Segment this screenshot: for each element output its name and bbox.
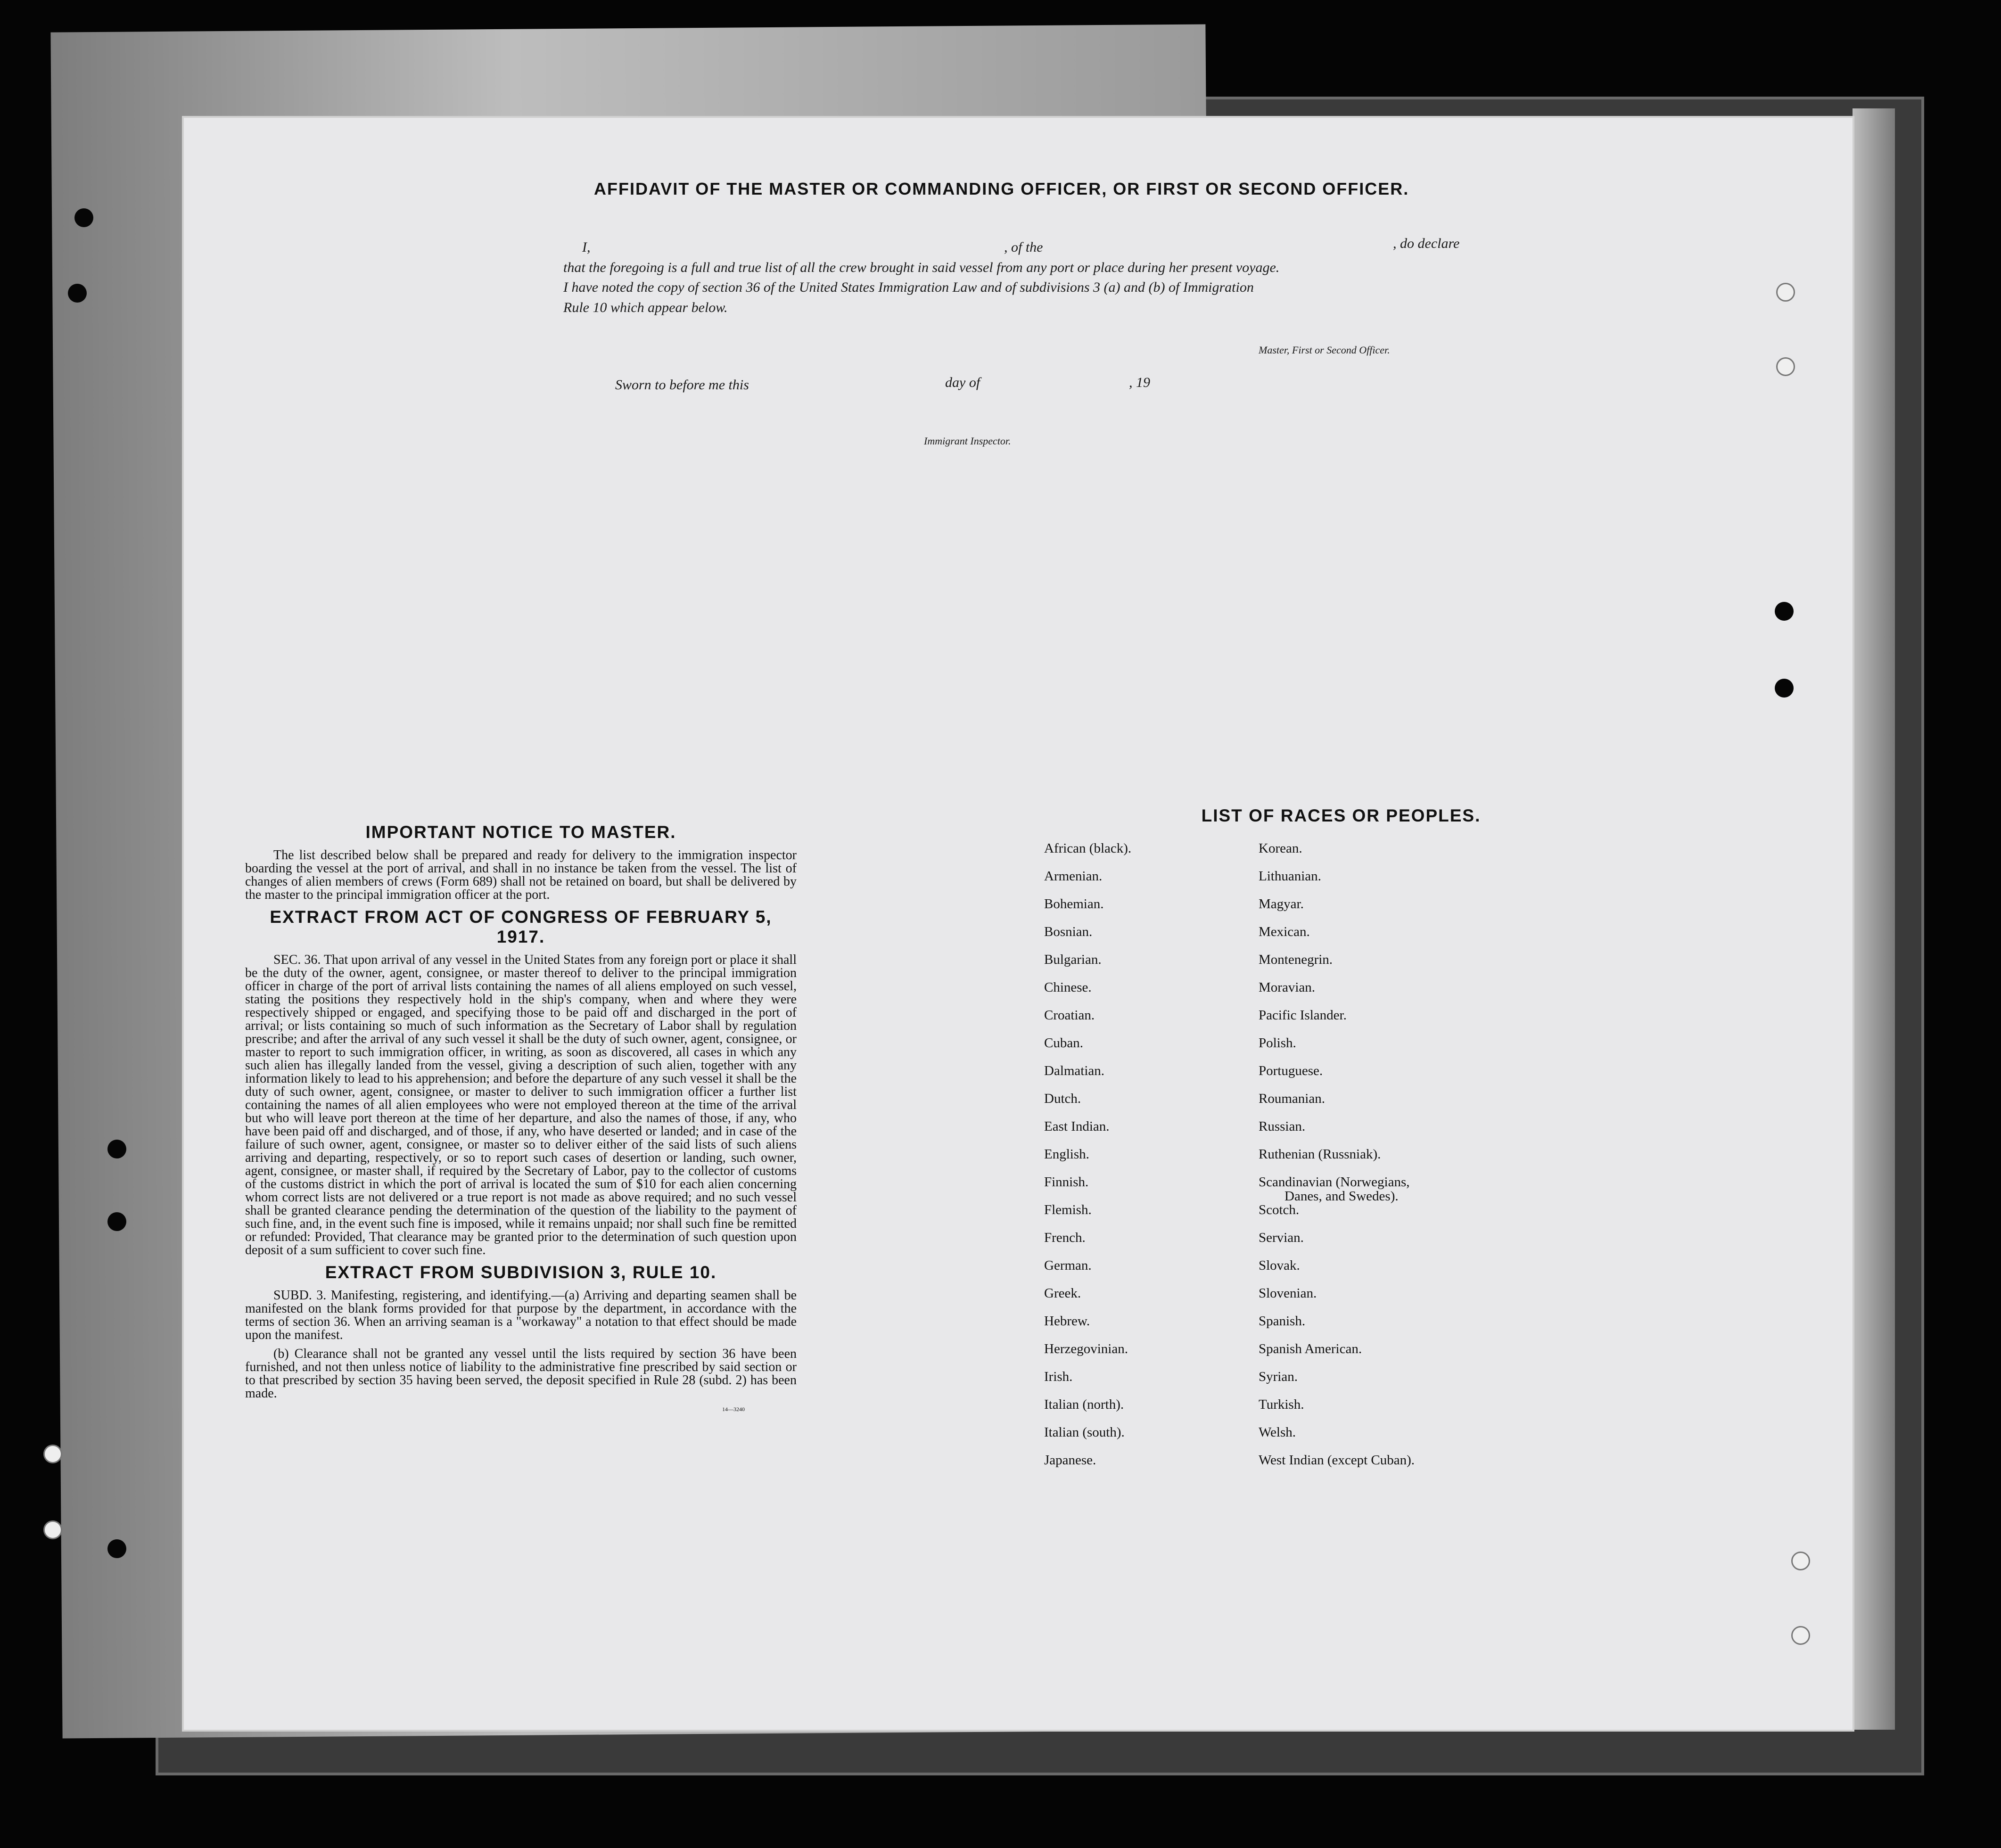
race-item: Chinese. — [1044, 980, 1092, 995]
race-item: Korean. — [1259, 841, 1302, 856]
affidavit-line-4: Rule 10 which appear below. — [563, 300, 728, 315]
punch-hole — [107, 1539, 126, 1558]
race-item: Dutch. — [1044, 1091, 1081, 1106]
race-item: Magyar. — [1259, 896, 1304, 912]
affidavit-declare: , do declare — [1393, 236, 1460, 251]
affidavit-of-the: , of the — [1004, 239, 1043, 255]
punch-hole — [68, 284, 87, 303]
race-item: Croatian. — [1044, 1008, 1095, 1023]
race-item: Slovak. — [1259, 1258, 1300, 1273]
race-item — [1259, 1175, 1415, 1203]
punch-hole — [74, 208, 93, 227]
race-item: Polish. — [1259, 1035, 1296, 1051]
punch-hole — [1775, 679, 1794, 698]
race-item: English. — [1044, 1147, 1089, 1162]
rule-title: EXTRACT FROM SUBDIVISION 3, RULE 10. — [325, 1263, 717, 1282]
punch-hole — [1791, 1626, 1810, 1645]
races-right-column — [1259, 841, 1415, 1481]
race-item: Dalmatian. — [1044, 1063, 1105, 1078]
act-body: SEC. 36. That upon arrival of any vessel in the United States from any foreign port or place it shall be the duty of the owner, agent, consignee, or master thereof to deliver to the principal immigration officer in charge of the port of arrival lists containing the names of all aliens employed on such vessel, stating the positions they respectively hold in the ship's company, when and where they were respectively shipped or engaged, and specifying those to be paid off and discharged in the port of arrival; or lists containing so much of such information as the Secretary of Labor shall by regulation prescribe; and after the arrival of any such vessel it shall be the duty of such owner, agent, consignee, or master to report to such immigration officer, in writing, as soon as discovered, all cases in which any such alien has illegally landed from the vessel, giving a description of such alien, together with any information likely to lead to his apprehension; and before the departure of any such vessel it shall be the duty of such owner, agent, consignee, or master to deliver to such immigration officer a further list containing the names of all alien employees who were not employed thereon at the time of the arrival but who will leave port thereon at the time of her departure, and also the names of those, if any, who have been paid off and discharged, and of those, if any, who have deserted or landed; and in case of the failure of such owner, agent, consignee, or master so to deliver either of the said lists of such aliens arriving and departing, respectively, or so to report such cases of desertion or landing, such owner, agent, consignee, or master shall, if required by the Secretary of Labor, pay to the collector of customs of the customs district in which the port of arrival is located the sum of $10 for each alien concerning whom correct lists are not delivered or a true report is not made as above required; and no such vessel shall be granted clearance pending the determination of the question of the liability to the payment of such fine, and, in the event such fine is imposed, while it remains unpaid; nor shall such fine be remitted or refunded: Provided, That clearance may be granted prior to the determination of such question upon deposit of a sum sufficient to cover such fine. — [245, 953, 797, 1257]
punch-hole — [1776, 283, 1795, 302]
race-item: Portuguese. — [1259, 1063, 1323, 1078]
race-item: West Indian (except Cuban). — [1259, 1453, 1415, 1468]
race-item: Herzegovinian. — [1044, 1341, 1128, 1356]
inspector-caption: Immigrant Inspector. — [924, 435, 1011, 447]
race-item: Cuban. — [1044, 1035, 1083, 1051]
race-item: Spanish. — [1259, 1314, 1306, 1329]
race-item: Russian. — [1259, 1119, 1306, 1134]
race-item: Italian (north). — [1044, 1397, 1124, 1412]
race-item: Hebrew. — [1044, 1314, 1090, 1329]
sworn-text: Sworn to before me this — [615, 377, 749, 393]
day-of-text: day of — [945, 375, 980, 390]
affidavit-line-3: I have noted the copy of section 36 of the United States Immigration Law and of subdivisions 3 (a) and (b) of Immigration — [563, 279, 1254, 295]
race-item: Turkish. — [1259, 1397, 1304, 1412]
race-item: Bulgarian. — [1044, 952, 1102, 967]
race-item: Bohemian. — [1044, 896, 1104, 912]
race-item: Italian (south). — [1044, 1425, 1125, 1440]
punch-hole — [1776, 357, 1795, 376]
race-item: German. — [1044, 1258, 1092, 1273]
race-item-line: Scandinavian (Norwegians, — [1259, 1175, 1410, 1190]
rule-para-a: SUBD. 3. Manifesting, registering, and identifying.—(a) Arriving and departing seamen shall be manifested on the blank forms provided for that purpose by the department, in accordance with the terms of section 36. When an arriving seaman is a "workaway" a notation to that effect should be made upon the manifest. — [245, 1288, 797, 1342]
race-item: Montenegrin. — [1259, 952, 1333, 967]
race-item: Spanish American. — [1259, 1341, 1362, 1356]
master-caption: Master, First or Second Officer. — [1259, 344, 1390, 356]
punch-hole — [107, 1212, 126, 1231]
page-edge-shadow — [1853, 108, 1895, 1730]
punch-hole — [43, 1520, 62, 1539]
race-item: Japanese. — [1044, 1453, 1096, 1468]
affidavit-line-2: that the foregoing is a full and true list of all the crew brought in said vessel from any port or place during her present voyage. — [563, 260, 1280, 275]
race-item: Mexican. — [1259, 924, 1310, 939]
race-item: Roumanian. — [1259, 1091, 1325, 1106]
punch-hole — [43, 1445, 62, 1463]
race-item: Greek. — [1044, 1286, 1081, 1301]
punch-hole — [1775, 602, 1794, 621]
rule-para-b: (b) Clearance shall not be granted any vessel until the lists required by section 36 have been furnished, and not then unless notice of liability to the administrative fine prescribed by said section or to that prescribed by section 35 having been served, the deposit specified in Rule 28 (subd. 2) has been made. — [245, 1347, 797, 1401]
race-item: Bosnian. — [1044, 924, 1093, 939]
notice-body: The list described below shall be prepared and ready for delivery to the immigration inspector boarding the vessel at the port of arrival, and shall in no instance be taken from the vessel. The list of changes of alien members of crews (Form 689) shall not be retained on board, but shall be delivered by the master to the principal immigration officer at the port. — [245, 848, 797, 902]
races-title: LIST OF RACES OR PEOPLES. — [1201, 806, 1481, 825]
race-item: Slovenian. — [1259, 1286, 1317, 1301]
race-item: East Indian. — [1044, 1119, 1110, 1134]
race-item: Scotch. — [1259, 1202, 1300, 1217]
race-item: Welsh. — [1259, 1425, 1296, 1440]
notice-column — [245, 822, 797, 1413]
race-item: Lithuanian. — [1259, 869, 1321, 884]
race-item: Servian. — [1259, 1230, 1304, 1245]
punch-hole — [1791, 1552, 1810, 1570]
punch-hole — [107, 1140, 126, 1158]
year-text: , 19 — [1129, 375, 1150, 390]
race-item: African (black). — [1044, 841, 1132, 856]
race-item: Flemish. — [1044, 1202, 1092, 1217]
form-number: 14—3240 — [722, 1406, 745, 1413]
race-item: Pacific Islander. — [1259, 1008, 1347, 1023]
race-item: French. — [1044, 1230, 1086, 1245]
race-item: Finnish. — [1044, 1175, 1089, 1190]
affidavit-i: I, — [582, 239, 591, 255]
race-item: Armenian. — [1044, 869, 1103, 884]
races-left-column — [1044, 841, 1131, 1481]
act-title: EXTRACT FROM ACT OF CONGRESS OF FEBRUARY 5, 1917. — [270, 907, 772, 946]
race-item-line: Danes, and Swedes). — [1285, 1189, 1399, 1204]
race-item: Moravian. — [1259, 980, 1315, 995]
race-item: Ruthenian (Russniak). — [1259, 1147, 1381, 1162]
affidavit-title: AFFIDAVIT OF THE MASTER OR COMMANDING OFFICER, OR FIRST OR SECOND OFFICER. — [594, 179, 1409, 198]
notice-title: IMPORTANT NOTICE TO MASTER. — [365, 822, 676, 842]
race-item: Syrian. — [1259, 1369, 1298, 1384]
race-item: Irish. — [1044, 1369, 1073, 1384]
